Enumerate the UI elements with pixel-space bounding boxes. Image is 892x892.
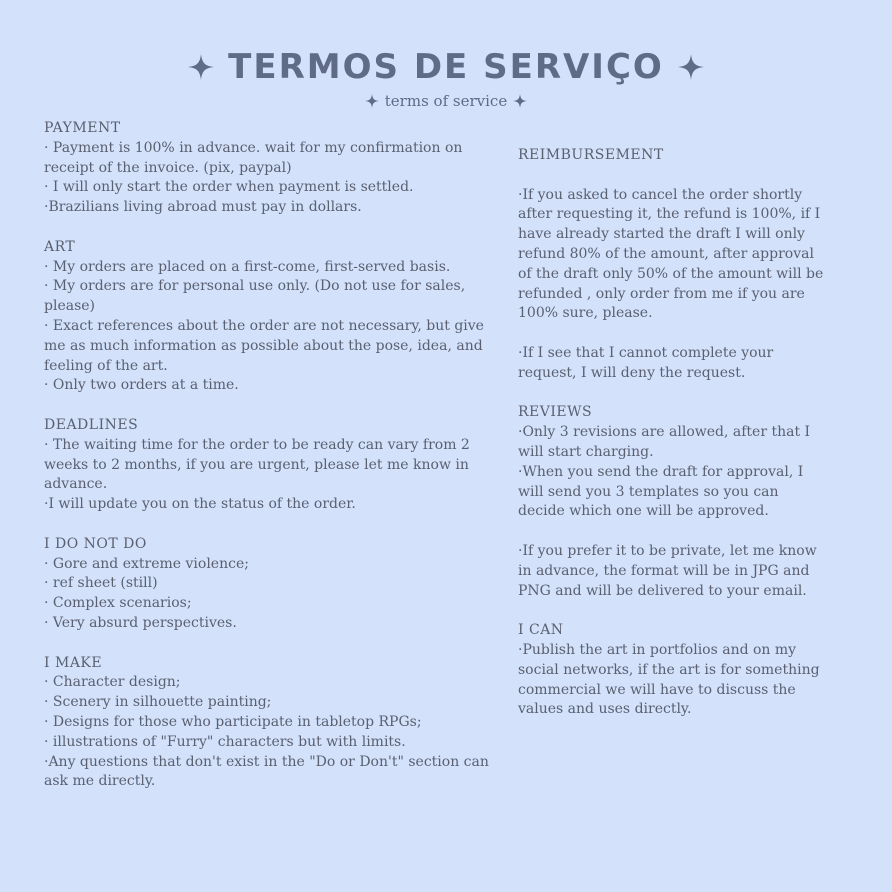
section-reimbursement — [518, 146, 828, 384]
subtitle-row — [0, 90, 892, 112]
page-title: TERMOS DE SERVIÇO — [228, 47, 664, 87]
blank-line — [518, 166, 828, 186]
section-heading: I DO NOT DO — [44, 535, 147, 552]
page-subtitle: terms of service — [384, 92, 508, 110]
section-line: · Payment is 100% in advance. wait for my confirmation on receipt of the invoice. (pix, paypal) — [44, 139, 467, 176]
section-line: ·If you asked to cancel the order shortly after requesting it, the refund is 100%, if I have already started the draft I will only refund 80% of the amount, after approval of the draft only 50% of the amount will be refunded , only order from me if you are 100% sure, please. — [518, 186, 828, 322]
section-i-make — [44, 654, 494, 793]
section-heading: REIMBURSEMENT — [518, 147, 664, 163]
section-i-do-not-do — [44, 535, 494, 634]
section-line: · Designs for those who participate in tabletop RPGs; — [44, 713, 422, 730]
section-line: ·Brazilians living abroad must pay in dollars. — [44, 199, 362, 216]
section-line: ·If I see that I cannot complete your request, I will deny the request. — [518, 344, 778, 381]
section-line: ·I will update you on the status of the order. — [44, 496, 356, 513]
right-column — [518, 146, 828, 740]
left-column — [44, 119, 494, 812]
section-heading: I MAKE — [44, 654, 103, 671]
section-heading: PAYMENT — [44, 120, 121, 136]
section-line: · Complex scenarios; — [44, 595, 192, 612]
section-heading: REVIEWS — [518, 404, 593, 421]
section-reviews — [518, 403, 828, 601]
section-line: · illustrations of "Furry" characters but with limits. — [44, 733, 406, 750]
section-line: · The waiting time for the order to be ready can vary from 2 weeks to 2 months, if you are urgent, please let me know in advance. — [44, 436, 475, 493]
section-line: ·Only 3 revisions are allowed, after that I will start charging. — [518, 424, 815, 460]
blank-line — [518, 522, 828, 542]
section-i-can — [518, 621, 828, 720]
section-line: · ref sheet (still) — [44, 575, 158, 592]
section-line: · My orders are placed on a first-come, first-served basis. — [44, 258, 451, 275]
section-line: · Character design; — [44, 674, 181, 691]
section-line: · Exact references about the order are not necessary, but give me as much information as possible about the pose, idea, and feeling of the art. — [44, 317, 489, 374]
section-art — [44, 238, 494, 396]
section-line: ·If you prefer it to be private, let me know in advance, the format will be in JPG and PNG and will be delivered to your email. — [518, 542, 822, 599]
section-line: · I will only start the order when payment is settled. — [44, 179, 414, 196]
section-line: · Gore and extreme violence; — [44, 555, 249, 572]
section-heading: ART — [44, 238, 76, 255]
section-line: · Only two orders at a time. — [44, 377, 239, 394]
section-line: · My orders are for personal use only. (Do not use for sales, please) — [44, 278, 470, 315]
section-payment — [44, 119, 494, 218]
sparkle-icon — [188, 54, 214, 80]
section-line: ·Publish the art in portfolios and on my social networks, if the art is for something commercial we will have to discuss the values and uses directly. — [518, 641, 824, 718]
section-line: · Very absurd perspectives. — [44, 614, 237, 631]
section-heading: I CAN — [518, 622, 564, 639]
title-row — [0, 44, 892, 90]
section-deadlines — [44, 416, 494, 515]
section-line: · Scenery in silhouette painting; — [44, 694, 272, 711]
section-line: ·Any questions that don't exist in the "Do or Don't" section can ask me directly. — [44, 753, 494, 790]
sparkle-icon — [513, 94, 527, 108]
sparkle-icon — [678, 54, 704, 80]
section-heading: DEADLINES — [44, 416, 139, 433]
section-line: ·When you send the draft for approval, I will send you 3 templates so you can decide which one will be approved. — [518, 463, 808, 520]
blank-line — [518, 324, 828, 344]
sparkle-icon — [365, 94, 379, 108]
